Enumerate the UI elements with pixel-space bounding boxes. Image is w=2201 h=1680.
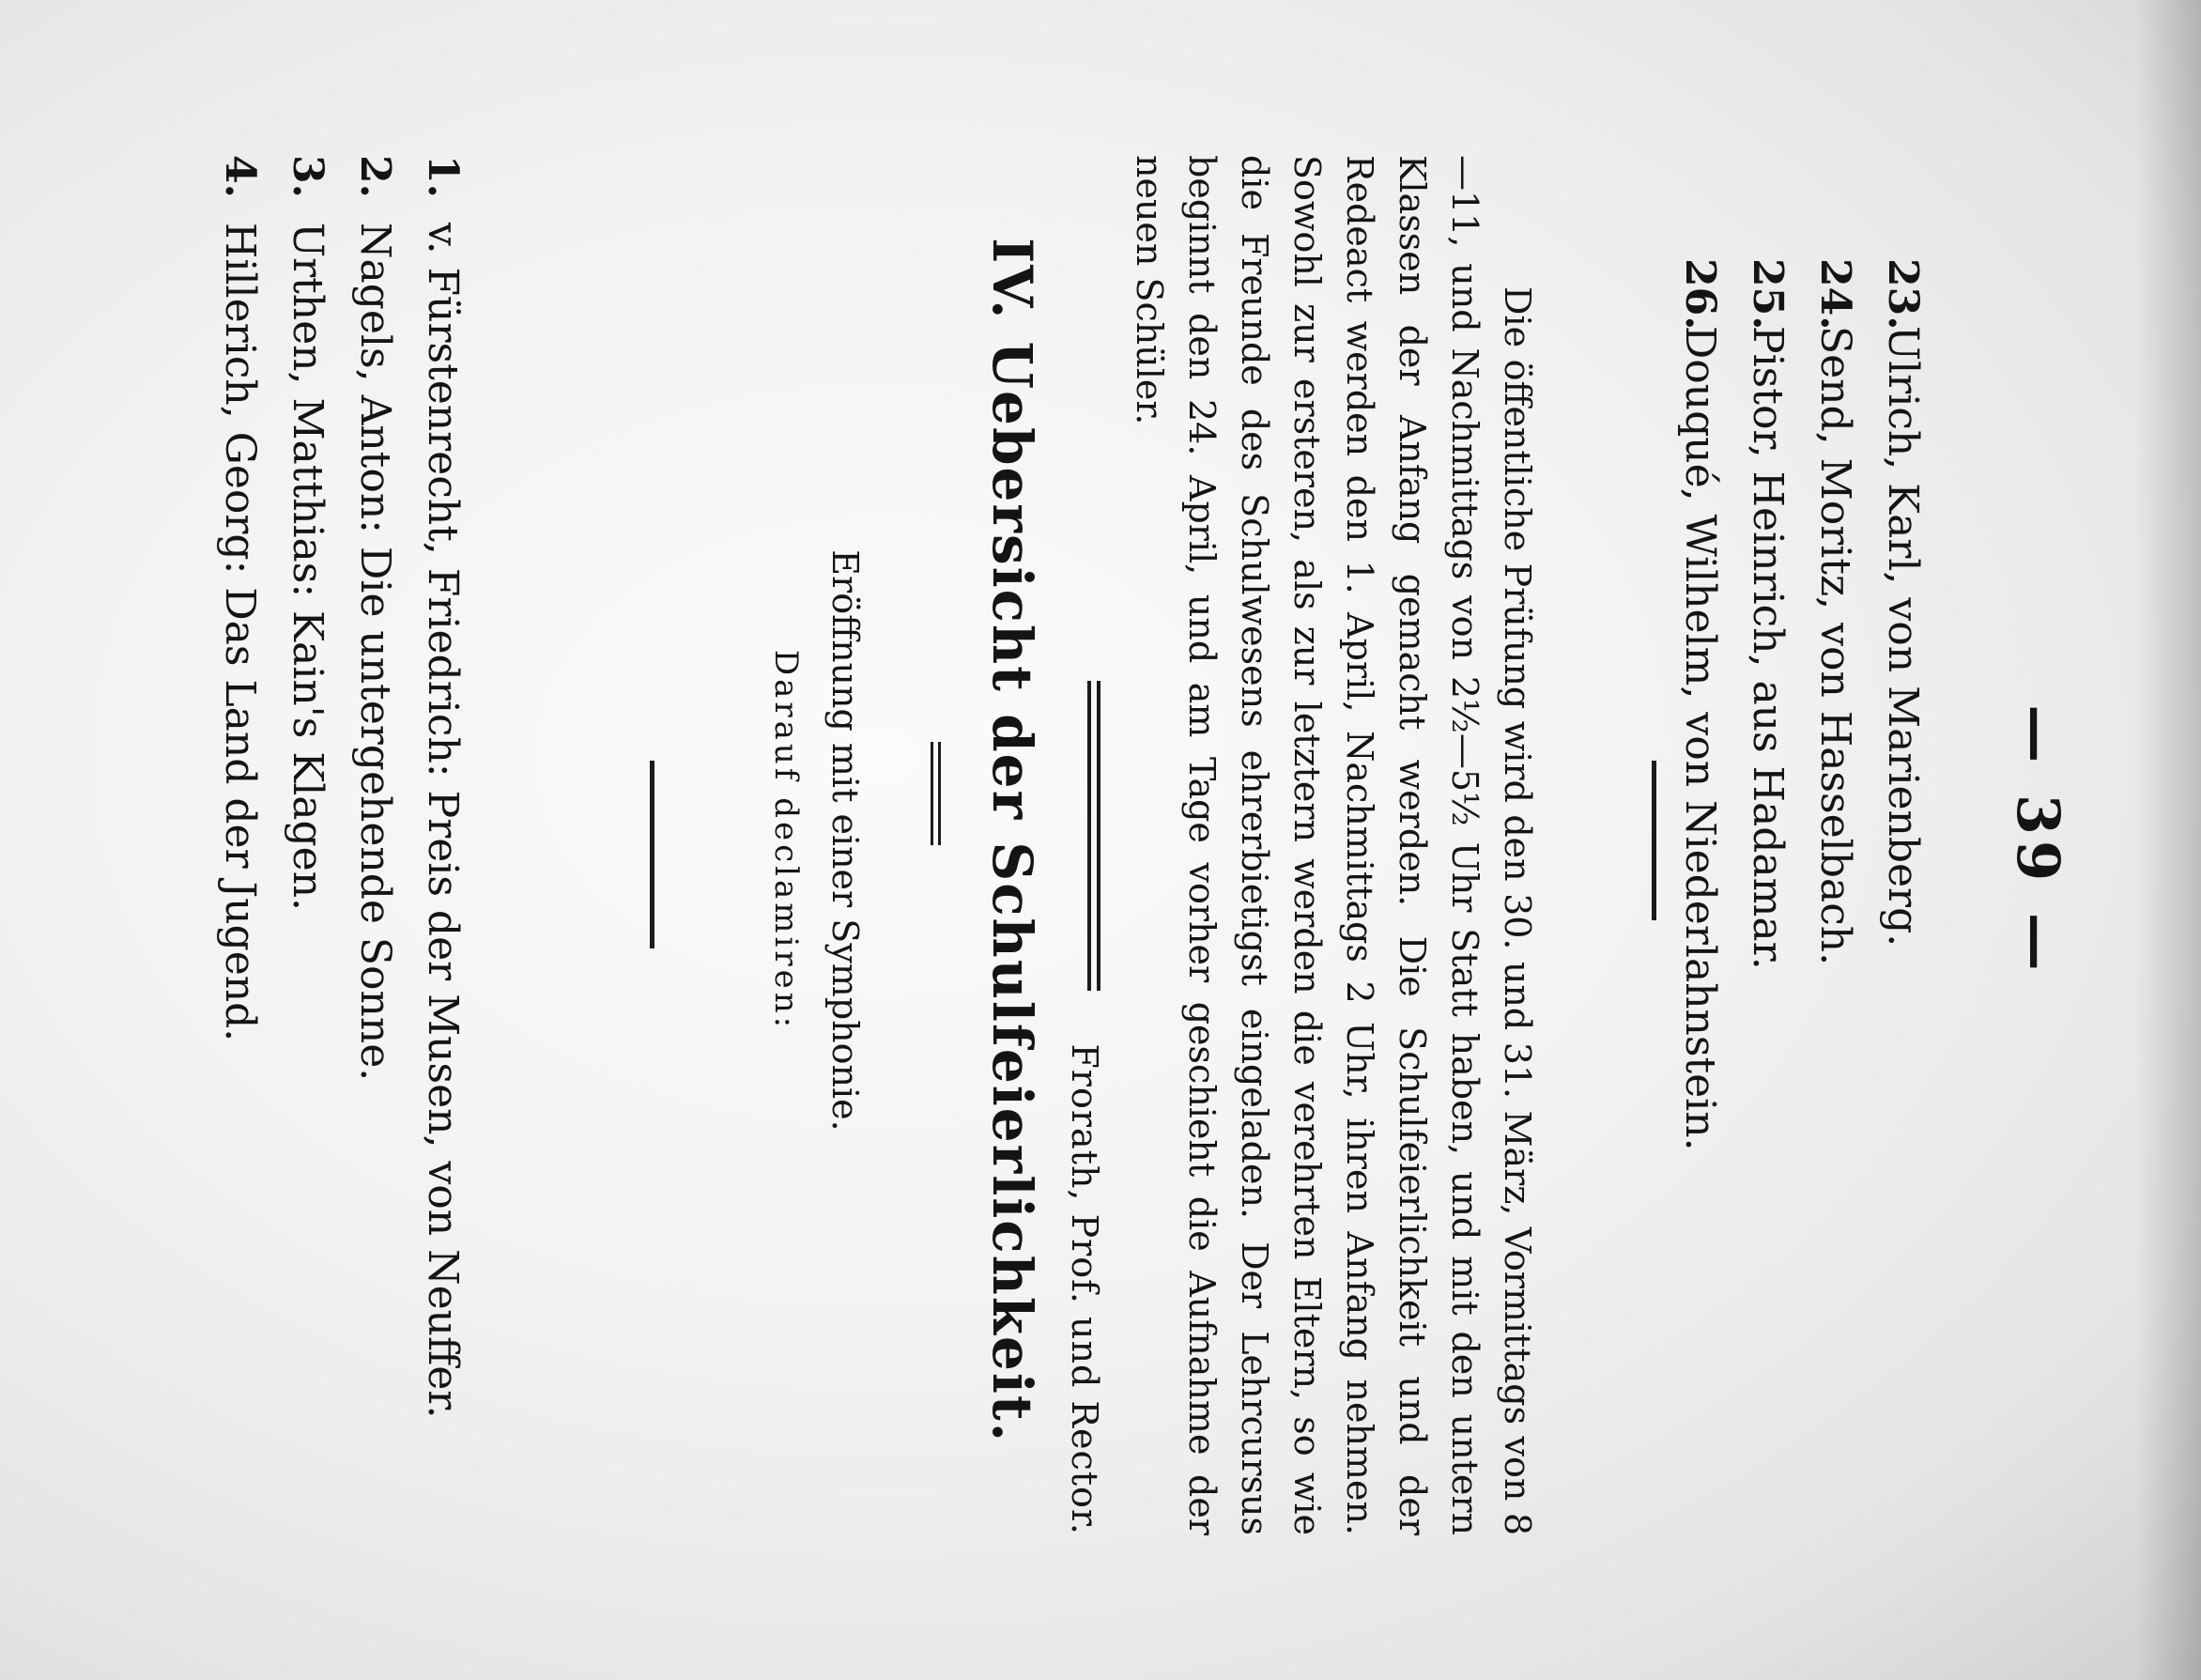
list-item-number: 25. xyxy=(1744,258,1792,331)
list-item xyxy=(1869,258,1936,1573)
list-item-text: Nagels, Anton: Die untergehende Sonne. xyxy=(351,223,399,1082)
short-double-rule-top xyxy=(938,742,941,845)
section-heading: IV. Uebersicht der Schulfeierlichkeit. xyxy=(980,238,1044,1443)
list-item-number: 24. xyxy=(1811,258,1859,331)
list-item-text: v. Fürstenrecht, Friedrich: Preis der Musen, von Neuffer. xyxy=(419,223,467,1419)
list-item-text: Douqué, Wilhelm, von Niederlahnstein. xyxy=(1676,326,1724,1151)
list-item-text: Ulrich, Karl, von Marienberg. xyxy=(1879,326,1927,948)
name-list-top xyxy=(1666,258,1936,1573)
short-double-rule-bottom xyxy=(931,742,933,845)
list-item xyxy=(341,155,408,1470)
list-item-number: 1. xyxy=(419,155,467,198)
list-item-text: Pistor, Heinrich, aus Hadamar. xyxy=(1744,326,1792,970)
double-rule-bottom xyxy=(1087,681,1091,991)
announcement-paragraph: Die öffentliche Prüfung wird den 30. und 31. März, Vormittags von 8—11, und Nachmittags von 2½—5½ Uhr Statt haben, und mit den untern Klassen der Anfang gemacht werden. Die Schulfeierlichkeit und der Redeact werden den 1. April, Nachmittags 2 Uhr, ihren Anfang nehmen. Sowohl zur ersteren, als zur letztern werden die verehrten Eltern, so wie die Freunde des Schulwesens ehrerbietigst eingeladen. Der Lehrcursus beginnt den 24. April, und am Tage vorher geschieht die Aufnahme der neuen Schüler. xyxy=(1129,155,1538,1535)
list-item xyxy=(206,155,273,1470)
opening-line: Eröffnung mit einer Symphonie. xyxy=(824,549,866,1132)
list-item xyxy=(1733,258,1801,1573)
page-edge-shadow xyxy=(2135,0,2201,1680)
list-item xyxy=(1801,258,1869,1573)
list-item-number: 26. xyxy=(1676,258,1724,331)
list-item-number: 3. xyxy=(284,155,331,198)
list-item-text: Send, Moritz, von Hasselbach. xyxy=(1811,326,1859,966)
list-item-number: 2. xyxy=(351,155,399,198)
declamation-list xyxy=(206,155,476,1470)
divider-rule xyxy=(650,761,654,948)
list-item-text: Urthen, Matthias: Kain's Klagen. xyxy=(284,223,331,912)
divider-rule xyxy=(1652,761,1656,920)
list-item-text: Hillerich, Georg: Das Land der Jugend. xyxy=(216,223,264,1042)
declamation-intro: Darauf declamiren: xyxy=(767,649,805,1032)
page-number: — 39 — xyxy=(2004,704,2072,977)
list-item xyxy=(1666,258,1733,1573)
list-item-number: 23. xyxy=(1879,258,1927,331)
signature: Frorath, Prof. und Rector. xyxy=(1064,1043,1105,1535)
list-item-number: 4. xyxy=(216,155,264,198)
list-item xyxy=(273,155,341,1470)
document-page xyxy=(86,42,2115,1639)
list-item xyxy=(408,155,476,1470)
double-rule-top xyxy=(1097,681,1100,991)
